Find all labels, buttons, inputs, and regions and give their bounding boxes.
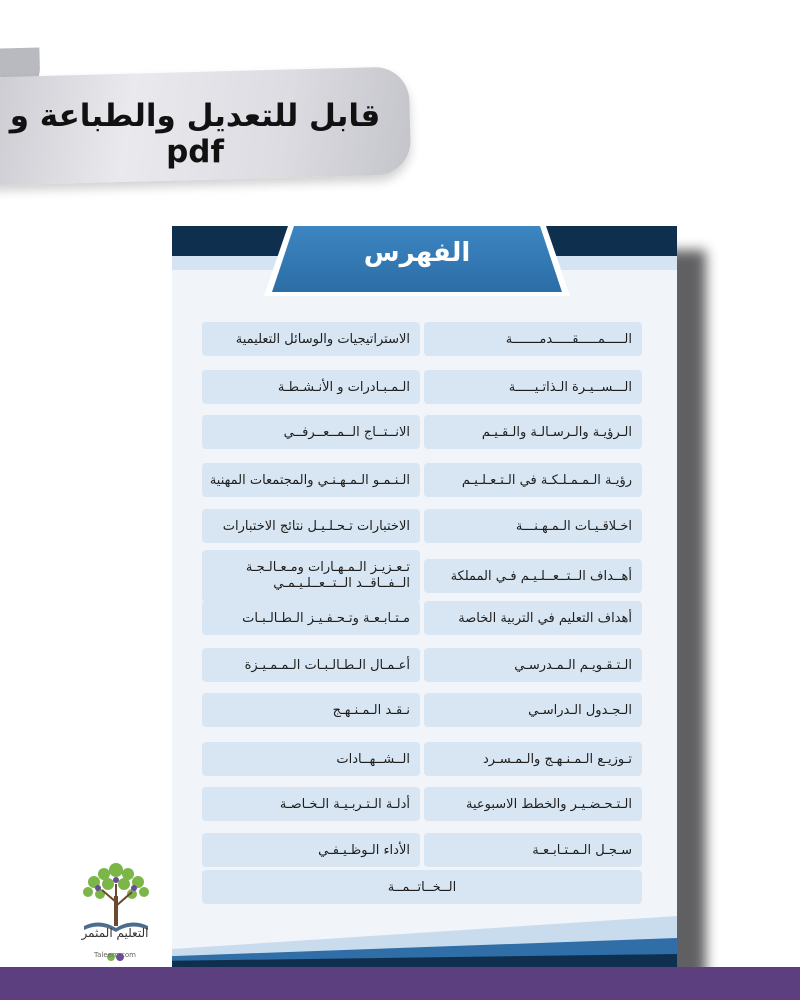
- toc-item-left: نـقـد الـمـنـهـج: [202, 693, 420, 727]
- toc-item-left: الاستراتيجيات والوسائل التعليمية: [202, 322, 420, 356]
- footer-bar: [0, 967, 800, 1000]
- toc-item-left: الاختبارات تـحـلـيـل نتائج الاختبارات: [202, 509, 420, 543]
- toc-item-left: مـتـابـعـة وتـحـفـيـز الـطـالـبـات: [202, 601, 420, 635]
- toc-item-right: الـرؤيـة والـرسـالـة والـقـيـم: [424, 415, 642, 449]
- toc-item-left: الـنـمـو الـمـهـنـي والمجتمعات المهنية: [202, 463, 420, 497]
- toc-item-left: الأداء الـوظـيـفـي: [202, 833, 420, 867]
- toc-item-right: الـتـقـويـم الـمـدرسـي: [424, 648, 642, 682]
- toc-item-left: الــشــهــادات: [202, 742, 420, 776]
- toc-item-right: الـــســيـرة الـذاتـيـــــة: [424, 370, 642, 404]
- tree-logo-icon: [76, 856, 156, 966]
- toc-item-right: أهــداف الــتــعــلـيـم فـي المملكة: [424, 559, 642, 593]
- toc-page: [172, 226, 677, 971]
- toc-item-right: الـجـدول الـدراسـي: [424, 693, 642, 727]
- toc-item-right: تـوزيـع الـمـنـهـج والـمـسـرد: [424, 742, 642, 776]
- toc-item-left: أعـمـال الـطـالـبـات الـمـمـيـزة: [202, 648, 420, 682]
- toc-item-left: الانــتــاج الــمــعــرفــي: [202, 415, 420, 449]
- toc-item-right: رؤيـة الـمـمـلـكـة في الـتـعـلـيـم: [424, 463, 642, 497]
- logo-name: التعليم المثمر: [81, 926, 149, 940]
- toc-item-right: اخـلاقـيـات الـمـهـنـــة: [424, 509, 642, 543]
- logo-url: Taleem.com: [94, 951, 136, 959]
- page-title: الفهرس: [363, 238, 471, 268]
- banner-title: قابل للتعديل والطباعة و pdf: [9, 98, 381, 170]
- toc-item-last: الــخــاتــمــة: [202, 870, 642, 904]
- toc-item-left: الـمـبـادرات و الأنـشـطـة: [202, 370, 420, 404]
- toc-item-right: الـــــمـــــقـــــدمـــــــة: [424, 322, 642, 356]
- toc-item-left: أدلـة الـتـربـيـة الـخـاصـة: [202, 787, 420, 821]
- toc-item-right: أهداف التعليم في التربية الخاصة: [424, 601, 642, 635]
- toc-item-right: الـتـحـضـيـر والخطط الاسبوعية: [424, 787, 642, 821]
- toc-item-right: سـجـل الـمـتـابـعـة: [424, 833, 642, 867]
- toc-item-left: تـعـزيـز الـمـهـارات ومـعـالـجـة الــفــاقــد الــتــعــلـيـمـي: [202, 550, 420, 602]
